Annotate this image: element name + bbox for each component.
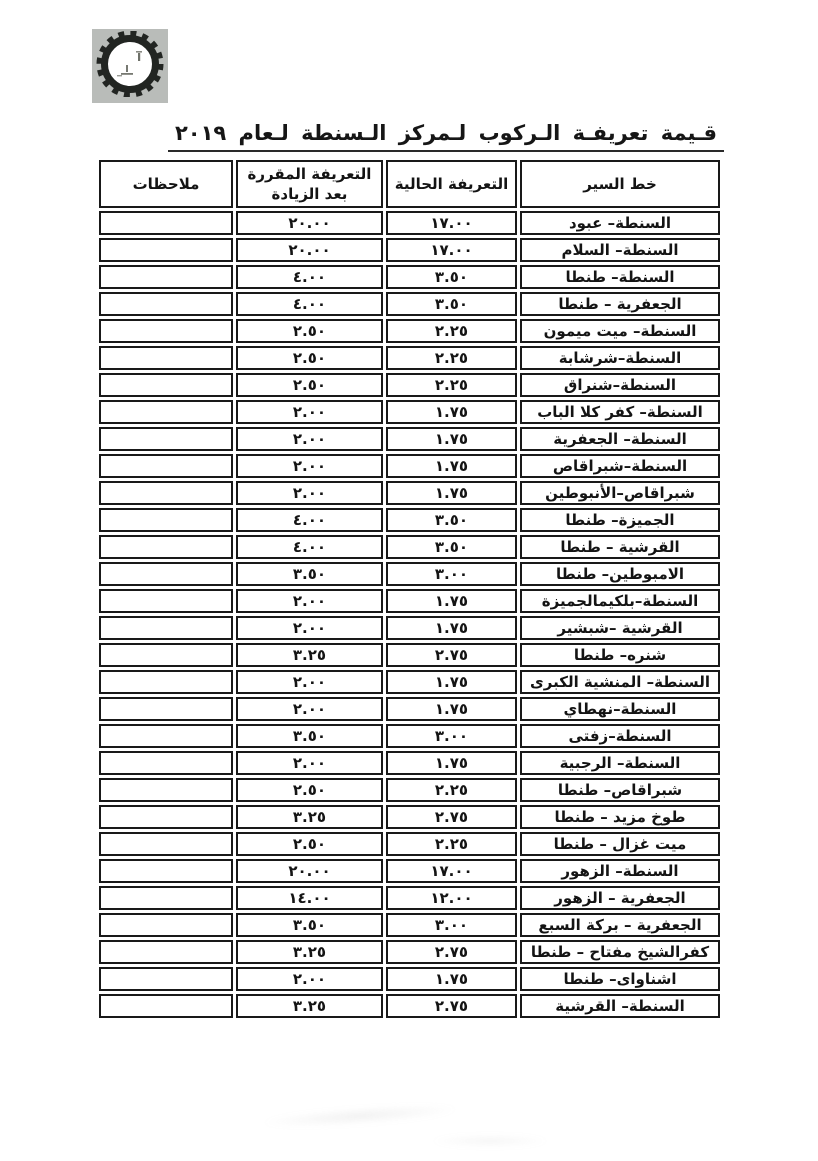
- notes-cell: [99, 346, 233, 370]
- new-fare-cell: ٣.٢٥: [236, 940, 383, 964]
- new-fare-cell: ٢.٥٠: [236, 346, 383, 370]
- new-fare-cell: ٤.٠٠: [236, 535, 383, 559]
- scan-artifact: [260, 1101, 461, 1131]
- scan-artifact: [430, 1135, 550, 1147]
- route-cell: السنطة– الزهور: [520, 859, 720, 883]
- route-cell: السنطة– طنطا: [520, 265, 720, 289]
- new-fare-cell: ٢.٥٠: [236, 832, 383, 856]
- current-fare-cell: ٢.٧٥: [386, 940, 517, 964]
- route-cell: السنطة– السلام: [520, 238, 720, 262]
- current-fare-cell: ٢.٢٥: [386, 319, 517, 343]
- new-fare-cell: ٣.٥٠: [236, 562, 383, 586]
- route-cell: الامبوطين– طنطا: [520, 562, 720, 586]
- route-cell: السنطة– القرشية: [520, 994, 720, 1018]
- notes-cell: [99, 427, 233, 451]
- current-fare-cell: ٣.٠٠: [386, 724, 517, 748]
- route-cell: اشناواى– طنطا: [520, 967, 720, 991]
- current-fare-cell: ٢.٢٥: [386, 778, 517, 802]
- notes-cell: [99, 697, 233, 721]
- header-notes: ملاحظات: [99, 160, 233, 208]
- route-cell: كفرالشيخ مفتاح – طنطا: [520, 940, 720, 964]
- current-fare-cell: ١٢.٠٠: [386, 886, 517, 910]
- table-row: [99, 805, 720, 829]
- table-row: [99, 778, 720, 802]
- current-fare-cell: ١.٧٥: [386, 481, 517, 505]
- new-fare-cell: ٣.٥٠: [236, 913, 383, 937]
- new-fare-cell: ٢.٠٠: [236, 670, 383, 694]
- new-fare-cell: ٢.٠٠: [236, 454, 383, 478]
- new-fare-cell: ٢.٠٠: [236, 616, 383, 640]
- notes-cell: [99, 670, 233, 694]
- current-fare-cell: ٣.٥٠: [386, 508, 517, 532]
- notes-cell: [99, 454, 233, 478]
- current-fare-cell: ١.٧٥: [386, 670, 517, 694]
- new-fare-cell: ٢.٥٠: [236, 373, 383, 397]
- new-fare-cell: ٢.٥٠: [236, 319, 383, 343]
- current-fare-cell: ١٧.٠٠: [386, 859, 517, 883]
- table-row: [99, 346, 720, 370]
- new-fare-cell: ٢.٠٠: [236, 481, 383, 505]
- notes-cell: [99, 589, 233, 613]
- table-row: [99, 562, 720, 586]
- table-row: [99, 481, 720, 505]
- table-row: [99, 994, 720, 1018]
- table-row: [99, 535, 720, 559]
- notes-cell: [99, 616, 233, 640]
- current-fare-cell: ٣.٥٠: [386, 292, 517, 316]
- current-fare-cell: ٣.٥٠: [386, 535, 517, 559]
- route-cell: شبراقاص– طنطا: [520, 778, 720, 802]
- header-route: خط السير: [520, 160, 720, 208]
- current-fare-cell: ٢.٧٥: [386, 994, 517, 1018]
- notes-cell: [99, 481, 233, 505]
- route-cell: الجعفرية – طنطا: [520, 292, 720, 316]
- current-fare-cell: ٢.٧٥: [386, 643, 517, 667]
- table-row: [99, 265, 720, 289]
- current-fare-cell: ١٧.٠٠: [386, 238, 517, 262]
- route-cell: السنطة–شنراق: [520, 373, 720, 397]
- table-row: [99, 427, 720, 451]
- current-fare-cell: ١.٧٥: [386, 589, 517, 613]
- page-title: قـيمة تعريفـة الـركوب لـمركز الـسنطة لـعام ٢٠١٩: [168, 121, 724, 152]
- current-fare-cell: ١.٧٥: [386, 697, 517, 721]
- route-cell: شبراقاص–الأنبوطين: [520, 481, 720, 505]
- notes-cell: [99, 400, 233, 424]
- route-cell: شنره– طنطا: [520, 643, 720, 667]
- notes-cell: [99, 913, 233, 937]
- current-fare-cell: ٢.٢٥: [386, 346, 517, 370]
- route-cell: السنطة–نهطاي: [520, 697, 720, 721]
- current-fare-cell: ١.٧٥: [386, 751, 517, 775]
- notes-cell: [99, 643, 233, 667]
- table-row: [99, 616, 720, 640]
- header-new-fare: التعريفة المقررة بعد الزيادة: [236, 160, 383, 208]
- route-cell: الجعفرية – الزهور: [520, 886, 720, 910]
- table-row: [99, 859, 720, 883]
- table-row: [99, 454, 720, 478]
- new-fare-cell: ٣.٥٠: [236, 724, 383, 748]
- notes-cell: [99, 832, 233, 856]
- current-fare-cell: ١.٧٥: [386, 454, 517, 478]
- table-header-row: [99, 160, 720, 208]
- new-fare-cell: ١٤.٠٠: [236, 886, 383, 910]
- new-fare-cell: ٢٠.٠٠: [236, 238, 383, 262]
- notes-cell: [99, 859, 233, 883]
- new-fare-cell: ٤.٠٠: [236, 292, 383, 316]
- table-row: [99, 724, 720, 748]
- route-cell: السنطة–زفتى: [520, 724, 720, 748]
- new-fare-cell: ٤.٠٠: [236, 508, 383, 532]
- table-row: [99, 913, 720, 937]
- table-row: [99, 940, 720, 964]
- notes-cell: [99, 724, 233, 748]
- notes-cell: [99, 886, 233, 910]
- route-cell: الجميزة– طنطا: [520, 508, 720, 532]
- route-cell: القرشية – طنطا: [520, 535, 720, 559]
- notes-cell: [99, 778, 233, 802]
- route-cell: السنطة– الرجبية: [520, 751, 720, 775]
- table-row: [99, 967, 720, 991]
- notes-cell: [99, 508, 233, 532]
- current-fare-cell: ٢.٢٥: [386, 373, 517, 397]
- header-current-fare: التعريفة الحالية: [386, 160, 517, 208]
- new-fare-cell: ٢.٥٠: [236, 778, 383, 802]
- notes-cell: [99, 805, 233, 829]
- current-fare-cell: ١.٧٥: [386, 400, 517, 424]
- route-cell: القرشية –شبشير: [520, 616, 720, 640]
- current-fare-cell: ١.٧٥: [386, 967, 517, 991]
- fare-table: [96, 157, 723, 1021]
- route-cell: السنطة– المنشية الكبرى: [520, 670, 720, 694]
- table-row: [99, 211, 720, 235]
- route-cell: السنطة– ميت ميمون: [520, 319, 720, 343]
- table-row: [99, 832, 720, 856]
- table-row: [99, 508, 720, 532]
- current-fare-cell: ١٧.٠٠: [386, 211, 517, 235]
- table-row: [99, 373, 720, 397]
- notes-cell: [99, 373, 233, 397]
- gear-seal-icon: [96, 31, 164, 101]
- new-fare-cell: ٢٠.٠٠: [236, 211, 383, 235]
- current-fare-cell: ٢.٢٥: [386, 832, 517, 856]
- table-row: [99, 670, 720, 694]
- route-cell: السنطة–بلكيمالجميزة: [520, 589, 720, 613]
- route-cell: طوخ مزيد – طنطا: [520, 805, 720, 829]
- notes-cell: [99, 562, 233, 586]
- table-row: [99, 400, 720, 424]
- current-fare-cell: ١.٧٥: [386, 427, 517, 451]
- new-fare-cell: ٣.٢٥: [236, 805, 383, 829]
- notes-cell: [99, 211, 233, 235]
- route-cell: السنطة– كفر كلا الباب: [520, 400, 720, 424]
- notes-cell: [99, 265, 233, 289]
- new-fare-cell: ٢.٠٠: [236, 967, 383, 991]
- table-row: [99, 589, 720, 613]
- new-fare-cell: ٣.٢٥: [236, 994, 383, 1018]
- notes-cell: [99, 940, 233, 964]
- new-fare-cell: ٢.٠٠: [236, 589, 383, 613]
- new-fare-cell: ٢.٠٠: [236, 751, 383, 775]
- table-row: [99, 292, 720, 316]
- table-row: [99, 751, 720, 775]
- governorate-seal: [92, 29, 168, 103]
- notes-cell: [99, 994, 233, 1018]
- current-fare-cell: ٢.٧٥: [386, 805, 517, 829]
- table-row: [99, 697, 720, 721]
- table-row: [99, 319, 720, 343]
- current-fare-cell: ٣.٥٠: [386, 265, 517, 289]
- new-fare-cell: ٤.٠٠: [236, 265, 383, 289]
- route-cell: السنطة– الجعفرية: [520, 427, 720, 451]
- table-row: [99, 238, 720, 262]
- notes-cell: [99, 319, 233, 343]
- notes-cell: [99, 967, 233, 991]
- table-row: [99, 643, 720, 667]
- notes-cell: [99, 751, 233, 775]
- route-cell: الجعفرية – بركة السبع: [520, 913, 720, 937]
- current-fare-cell: ٣.٠٠: [386, 562, 517, 586]
- route-cell: السنطة– عبود: [520, 211, 720, 235]
- new-fare-cell: ٢.٠٠: [236, 427, 383, 451]
- new-fare-cell: ٢.٠٠: [236, 400, 383, 424]
- route-cell: السنطة–شبراقاص: [520, 454, 720, 478]
- new-fare-cell: ٢٠.٠٠: [236, 859, 383, 883]
- notes-cell: [99, 535, 233, 559]
- new-fare-cell: ٢.٠٠: [236, 697, 383, 721]
- notes-cell: [99, 292, 233, 316]
- current-fare-cell: ١.٧٥: [386, 616, 517, 640]
- route-cell: السنطة–شرشابة: [520, 346, 720, 370]
- route-cell: ميت غزال – طنطا: [520, 832, 720, 856]
- table-row: [99, 886, 720, 910]
- new-fare-cell: ٣.٢٥: [236, 643, 383, 667]
- notes-cell: [99, 238, 233, 262]
- current-fare-cell: ٣.٠٠: [386, 913, 517, 937]
